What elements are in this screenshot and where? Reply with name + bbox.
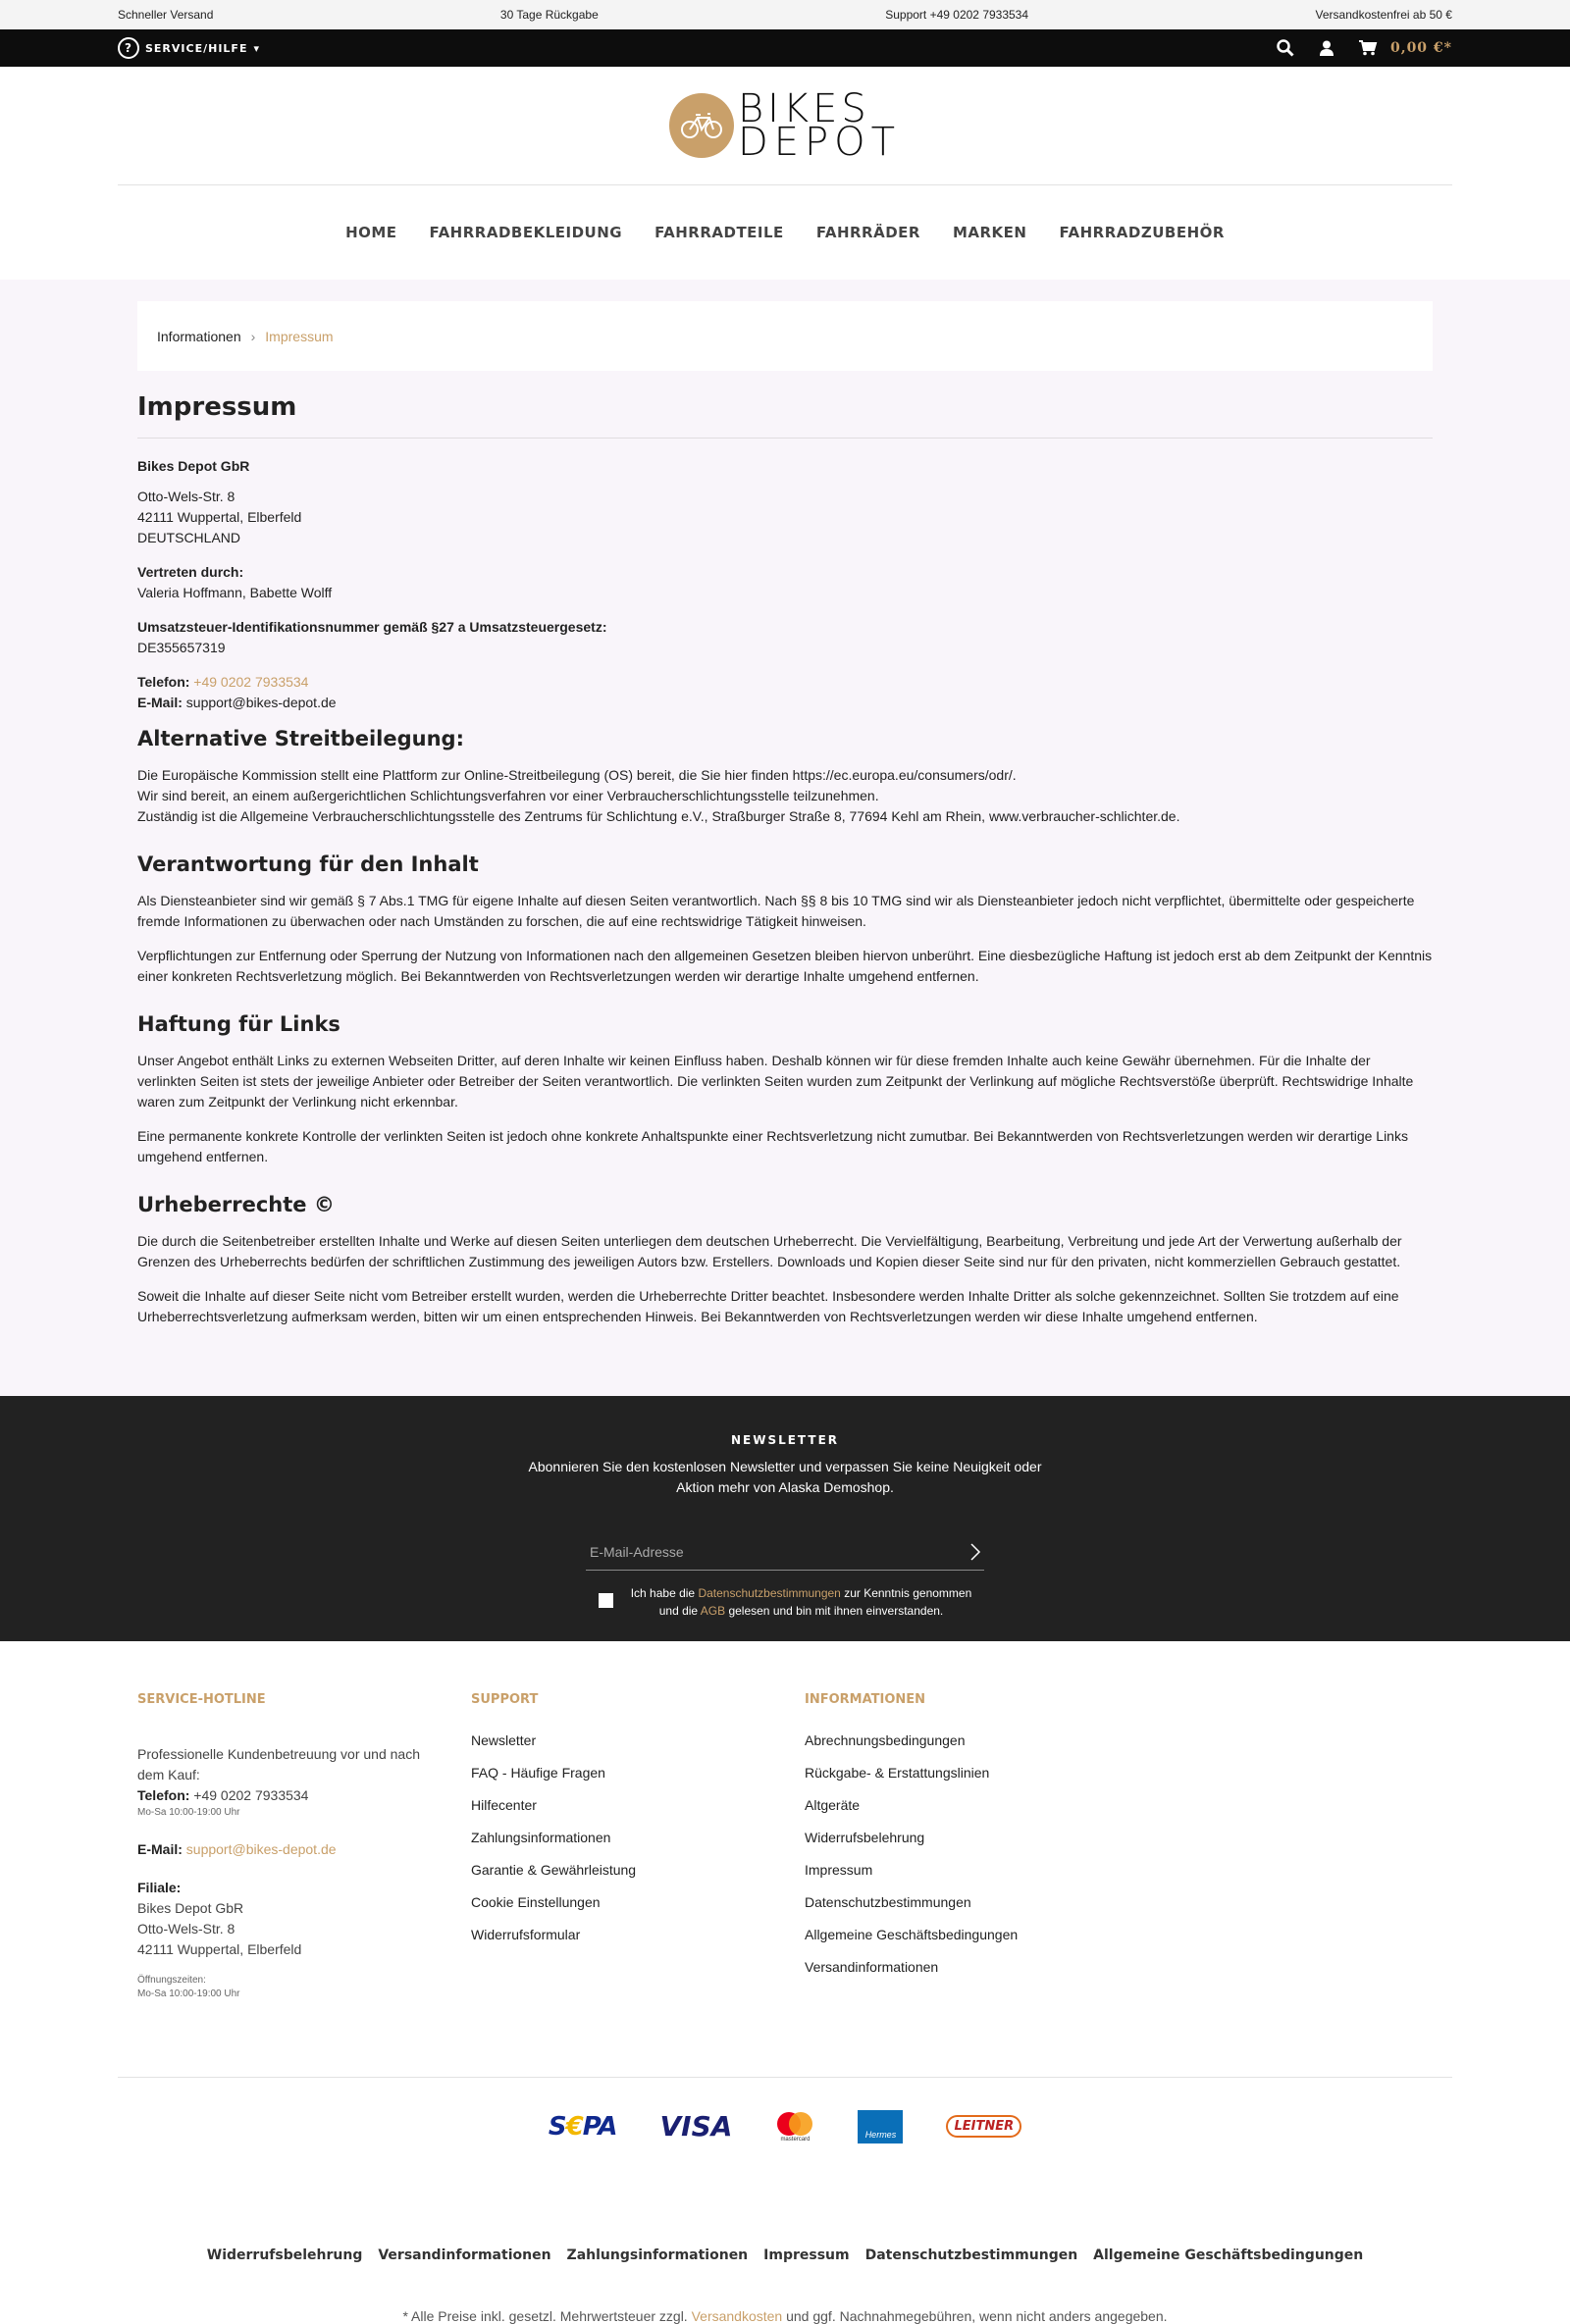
phone-label: Telefon:	[137, 674, 190, 690]
footer-informationen	[805, 1692, 1138, 2001]
top-bar	[0, 29, 1570, 67]
links-paragraph-1: Unser Angebot enthält Links zu externen Webseiten Dritter, auf deren Inhalte wir keinen Einfluss haben. Deshalb können wir für diese fremden Inhalte auch keine Gewähr übernehmen. Für die Inhalte der verlinkten Seiten ist stets der jeweilige Anbieter oder Betreiber der Seiten verantwortlich. Die verlinkten Seiten wurden zum Zeitpunkt der Verlinkung auf mögliche Rechtsverstöße überprüft. Rechtswidrige Inhalte waren zum Zeitpunkt der Verlinkung nicht erkennbar.	[137, 1053, 1414, 1110]
bottom-link-zahlung[interactable]: Zahlungsinformationen	[566, 2247, 749, 2263]
filiale-city: 42111 Wuppertal, Elberfeld	[137, 1941, 302, 1957]
visa-logo: VISA	[659, 2110, 733, 2143]
bottom-link-impressum[interactable]: Impressum	[763, 2247, 850, 2263]
support-link-widerrufsformular[interactable]: Widerrufsformular	[471, 1927, 581, 1942]
cart-icon	[1359, 40, 1377, 56]
support-link-faq[interactable]: FAQ - Häufige Fragen	[471, 1765, 605, 1781]
links-paragraph-2: Eine permanente konkrete Kontrolle der verlinkten Seiten ist jedoch ohne konkrete Anhaltspunkte einer Rechtsverletzung nicht zumutbar. Bei Bekanntwerden von Rechtsverletzungen werden wir derartige Links umgehend entfernen.	[137, 1128, 1408, 1164]
bike-icon	[669, 93, 734, 158]
leitner-logo	[946, 2115, 1021, 2138]
hermes-logo	[858, 2110, 903, 2143]
filiale-label: Filiale:	[137, 1880, 182, 1895]
opening-hours-label: Öffnungszeiten:	[137, 1975, 206, 1986]
heading-verantwortung: Verantwortung für den Inhalt	[137, 852, 479, 876]
urheber-paragraph-2: Soweit die Inhalte auf dieser Seite nicht vom Betreiber erstellt wurden, werden die Urheberrechte Dritter beachtet. Insbesondere werden Inhalte Dritter als solche gekennzeichnet. Sollten Sie trotzdem auf eine Urheberrechtsverletzung aufmerksam werden, bitten wir um einen entsprechenden Hinweis. Bei Bekanntwerden von Rechtsverletzungen werden wir diese Inhalte umgehend entfernen.	[137, 1288, 1399, 1324]
nav-fahrradbekleidung[interactable]: FAHRRADBEKLEIDUNG	[429, 224, 623, 241]
mastercard-logo	[775, 2111, 814, 2143]
sepa-logo-s: S	[548, 2111, 566, 2142]
hotline-phone-label: Telefon:	[137, 1787, 190, 1803]
info-link-agb[interactable]: Allgemeine Geschäftsbedingungen	[805, 1927, 1019, 1942]
heading-haftung-links: Haftung für Links	[137, 1012, 340, 1036]
content-area	[0, 280, 1570, 1396]
service-menu[interactable]	[118, 37, 260, 59]
vat-number: DE355657319	[137, 640, 226, 655]
address-block	[137, 487, 1433, 548]
sepa-logo-euro: €	[565, 2111, 583, 2142]
vat-label: Umsatzsteuer-Identifikationsnummer gemäß §27 a Umsatzsteuergesetz:	[137, 619, 607, 635]
account-button[interactable]	[1320, 40, 1334, 56]
support-link-cookies[interactable]: Cookie Einstellungen	[471, 1894, 601, 1910]
consent-text-a: Ich habe die	[630, 1586, 699, 1600]
opening-hours: Mo-Sa 10:00-19:00 Uhr	[137, 1988, 240, 1999]
search-button[interactable]	[1277, 39, 1294, 57]
newsletter-text: Abonnieren Sie den kostenlosen Newsletter und verpassen Sie keine Neuigkeit oder Aktion mehr von Alaska Demoshop.	[528, 1459, 1042, 1495]
payment-logos	[118, 2077, 1452, 2175]
leitner-label: LEITNER	[954, 2119, 1015, 2134]
shipping-costs-link[interactable]: Versandkosten	[691, 2308, 783, 2324]
newsletter-title: NEWSLETTER	[730, 1433, 840, 1447]
usp-return: 30 Tage Rückgabe	[499, 8, 599, 22]
nav-fahrraeder[interactable]: FAHRRÄDER	[815, 224, 920, 241]
contact-block	[137, 672, 1433, 713]
usp-bar	[0, 0, 1570, 29]
newsletter-consent	[0, 1584, 1570, 1620]
cart-total: 0,00 €*	[1389, 40, 1452, 56]
breadcrumb-informationen[interactable]: Informationen	[157, 328, 241, 344]
support-title: SUPPORT	[471, 1692, 539, 1707]
info-link-impressum[interactable]: Impressum	[805, 1862, 873, 1878]
service-label: SERVICE/HILFE	[145, 41, 248, 55]
support-link-hilfecenter[interactable]: Hilfecenter	[471, 1797, 537, 1813]
info-title: INFORMATIONEN	[805, 1692, 926, 1707]
consent-text-c: und die	[658, 1604, 701, 1618]
inhalt-paragraph-1: Als Diensteanbieter sind wir gemäß § 7 Abs.1 TMG für eigene Inhalte auf diesen Seiten verantwortlich. Nach §§ 8 bis 10 TMG sind wir als Diensteanbieter jedoch nicht verpflichtet, übermittelte oder gespeicherte fremde Informationen zu überwachen oder nach Umständen zu forschen, die auf eine rechtswidrige Tätigkeit hinweisen.	[137, 893, 1415, 929]
main-nav	[0, 185, 1570, 280]
price-note-a: * Alle Preise inkl. gesetzl. Mehrwertsteuer zzgl.	[402, 2308, 692, 2324]
sepa-logo-pa: PA	[582, 2111, 617, 2142]
bottom-link-datenschutz[interactable]: Datenschutzbestimmungen	[864, 2247, 1078, 2263]
footer-bottom-links	[0, 2247, 1570, 2263]
streit-line-3: Zuständig ist die Allgemeine Verbraucherschlichtungsstelle des Zentrums für Schlichtung e.V., Straßburger Straße 8, 77694 Kehl am Rhein, www.verbraucher-schlichter.de.	[137, 808, 1180, 824]
consent-text-b: zur Kenntnis genommen	[840, 1586, 972, 1600]
urheber-paragraph-1: Die durch die Seitenbetreiber erstellten Inhalte und Werke auf diesen Seiten unterliegen dem deutschen Urheberrecht. Die Vervielfältigung, Bearbeitung, Verbreitung und jede Art der Verwertung außerhalb der Grenzen des Urheberrechts bedürfen der schriftlichen Zustimmung des jeweiligen Autors bzw. Erstellers. Downloads und Kopien dieser Seite sind nur für den privaten, nicht kommerziellen Gebrauch gestattet.	[137, 1233, 1402, 1269]
usp-shipping: Schneller Versand	[118, 8, 214, 22]
consent-privacy-link[interactable]: Datenschutzbestimmungen	[698, 1586, 841, 1600]
support-link-garantie[interactable]: Garantie & Gewährleistung	[471, 1862, 637, 1878]
bottom-link-widerruf[interactable]: Widerrufsbelehrung	[206, 2247, 363, 2263]
nav-marken[interactable]: MARKEN	[952, 224, 1027, 241]
price-note	[0, 2308, 1570, 2324]
info-link-datenschutz[interactable]: Datenschutzbestimmungen	[805, 1894, 971, 1910]
streit-line-2: Wir sind bereit, an einem außergerichtlichen Schlichtungsverfahren vor einer Verbraucherschlichtungsstelle teilzunehmen.	[137, 788, 879, 803]
bottom-link-agb[interactable]: Allgemeine Geschäftsbedingungen	[1093, 2247, 1364, 2263]
footer-hotline	[137, 1692, 471, 2001]
logo-wordmark	[737, 86, 902, 165]
price-note-b: und ggf. Nachnahmegebühren, wenn nicht anders angegeben.	[782, 2308, 1168, 2324]
logo-line-2: DEPOT	[737, 120, 902, 165]
represented-names: Valeria Hoffmann, Babette Wolff	[137, 585, 333, 600]
hotline-email-link[interactable]: support@bikes-depot.de	[185, 1841, 337, 1857]
consent-text-d: gelesen und bin mit ihnen einverstanden.	[725, 1604, 944, 1618]
address-city: 42111 Wuppertal, Elberfeld	[137, 509, 302, 525]
email-value: support@bikes-depot.de	[185, 695, 337, 710]
footer	[0, 1641, 1570, 2077]
inhalt-paragraph-2: Verpflichtungen zur Entfernung oder Sperrung der Nutzung von Informationen nach den allgemeinen Gesetzen bleiben hiervon unberührt. Eine diesbezügliche Haftung ist jedoch erst ab dem Zeitpunkt der Kenntnis einer konkreten Rechtsverletzung möglich. Bei Bekanntwerden von Rechtsverletzungen werden wir derartige Inhalte umgehend entfernen.	[137, 948, 1433, 984]
support-link-zahlungsinformationen[interactable]: Zahlungsinformationen	[471, 1830, 611, 1845]
site-logo[interactable]	[669, 86, 902, 165]
logo-line-1: BIKES	[737, 86, 870, 131]
usp-free-shipping: Versandkostenfrei ab 50 €	[1315, 8, 1452, 22]
info-link-rueckgabe[interactable]: Rückgabe- & Erstattungslinien	[805, 1765, 990, 1781]
vat-block	[137, 617, 1433, 658]
mastercard-label: mastercard	[780, 2136, 811, 2143]
nav-fahrradzubehoer[interactable]: FAHRRADZUBEHÖR	[1059, 224, 1225, 241]
consent-agb-link[interactable]: AGB	[700, 1604, 726, 1618]
info-link-abrechnung[interactable]: Abrechnungsbedingungen	[805, 1732, 966, 1748]
submit-arrow-icon[interactable]	[970, 1543, 980, 1561]
hotline-title: SERVICE-HOTLINE	[137, 1692, 266, 1707]
company-name: Bikes Depot GbR	[137, 458, 250, 474]
filiale-street: Otto-Wels-Str. 8	[137, 1921, 236, 1937]
address-country: DEUTSCHLAND	[137, 530, 241, 545]
breadcrumb-impressum[interactable]: Impressum	[265, 328, 334, 344]
hermes-label: Hermes	[864, 2129, 897, 2140]
newsletter-email-placeholder: E-Mail-Adresse	[590, 1543, 684, 1560]
bottom-link-versand[interactable]: Versandinformationen	[378, 2247, 551, 2263]
search-icon	[1277, 39, 1294, 57]
caret-down-icon: ▾	[253, 41, 260, 55]
user-icon	[1320, 40, 1334, 56]
streit-paragraph	[137, 765, 1433, 827]
hotline-text: Professionelle Kundenbetreuung vor und nach dem Kauf:	[137, 1746, 420, 1782]
impressum-content	[137, 456, 1433, 1327]
page-title: Impressum	[137, 392, 1433, 439]
heading-urheberrechte: Urheberrechte ©	[137, 1193, 335, 1216]
footer-support	[471, 1692, 805, 2001]
hotline-phone: +49 0202 7933534	[193, 1787, 309, 1803]
email-label: E-Mail:	[137, 695, 183, 710]
usp-support: Support +49 0202 7933534	[885, 8, 1029, 22]
breadcrumb	[137, 301, 1433, 371]
cart-button[interactable]	[1359, 40, 1452, 56]
info-link-versand[interactable]: Versandinformationen	[805, 1959, 939, 1975]
address-street: Otto-Wels-Str. 8	[137, 489, 236, 504]
consent-checkbox[interactable]	[599, 1593, 613, 1608]
hotline-phone-hours: Mo-Sa 10:00-19:00 Uhr	[137, 1807, 240, 1818]
help-icon: ?	[118, 37, 139, 59]
phone-link[interactable]: +49 0202 7933534	[193, 674, 309, 690]
heading-streitbeilegung: Alternative Streitbeilegung:	[137, 727, 464, 750]
newsletter-email-field[interactable]	[586, 1533, 984, 1571]
hotline-email-label: E-Mail:	[137, 1841, 183, 1857]
newsletter-section	[0, 1396, 1570, 1641]
filiale-name: Bikes Depot GbR	[137, 1900, 244, 1916]
consent-text	[631, 1584, 972, 1620]
info-link-widerruf[interactable]: Widerrufsbelehrung	[805, 1830, 925, 1845]
representatives	[137, 562, 1433, 603]
chevron-right-icon: ›	[250, 328, 256, 344]
info-link-altgeraete[interactable]: Altgeräte	[805, 1797, 861, 1813]
nav-home[interactable]: HOME	[345, 224, 397, 241]
streit-line-1: Die Europäische Kommission stellt eine Plattform zur Online-Streitbeilegung (OS) bereit, die Sie hier finden https://ec.europa.eu/consumers/odr/.	[137, 767, 1017, 783]
support-link-newsletter[interactable]: Newsletter	[471, 1732, 537, 1748]
sepa-logo	[549, 2112, 617, 2142]
nav-fahrradteile[interactable]: FAHRRADTEILE	[654, 224, 784, 241]
represented-label: Vertreten durch:	[137, 564, 244, 580]
